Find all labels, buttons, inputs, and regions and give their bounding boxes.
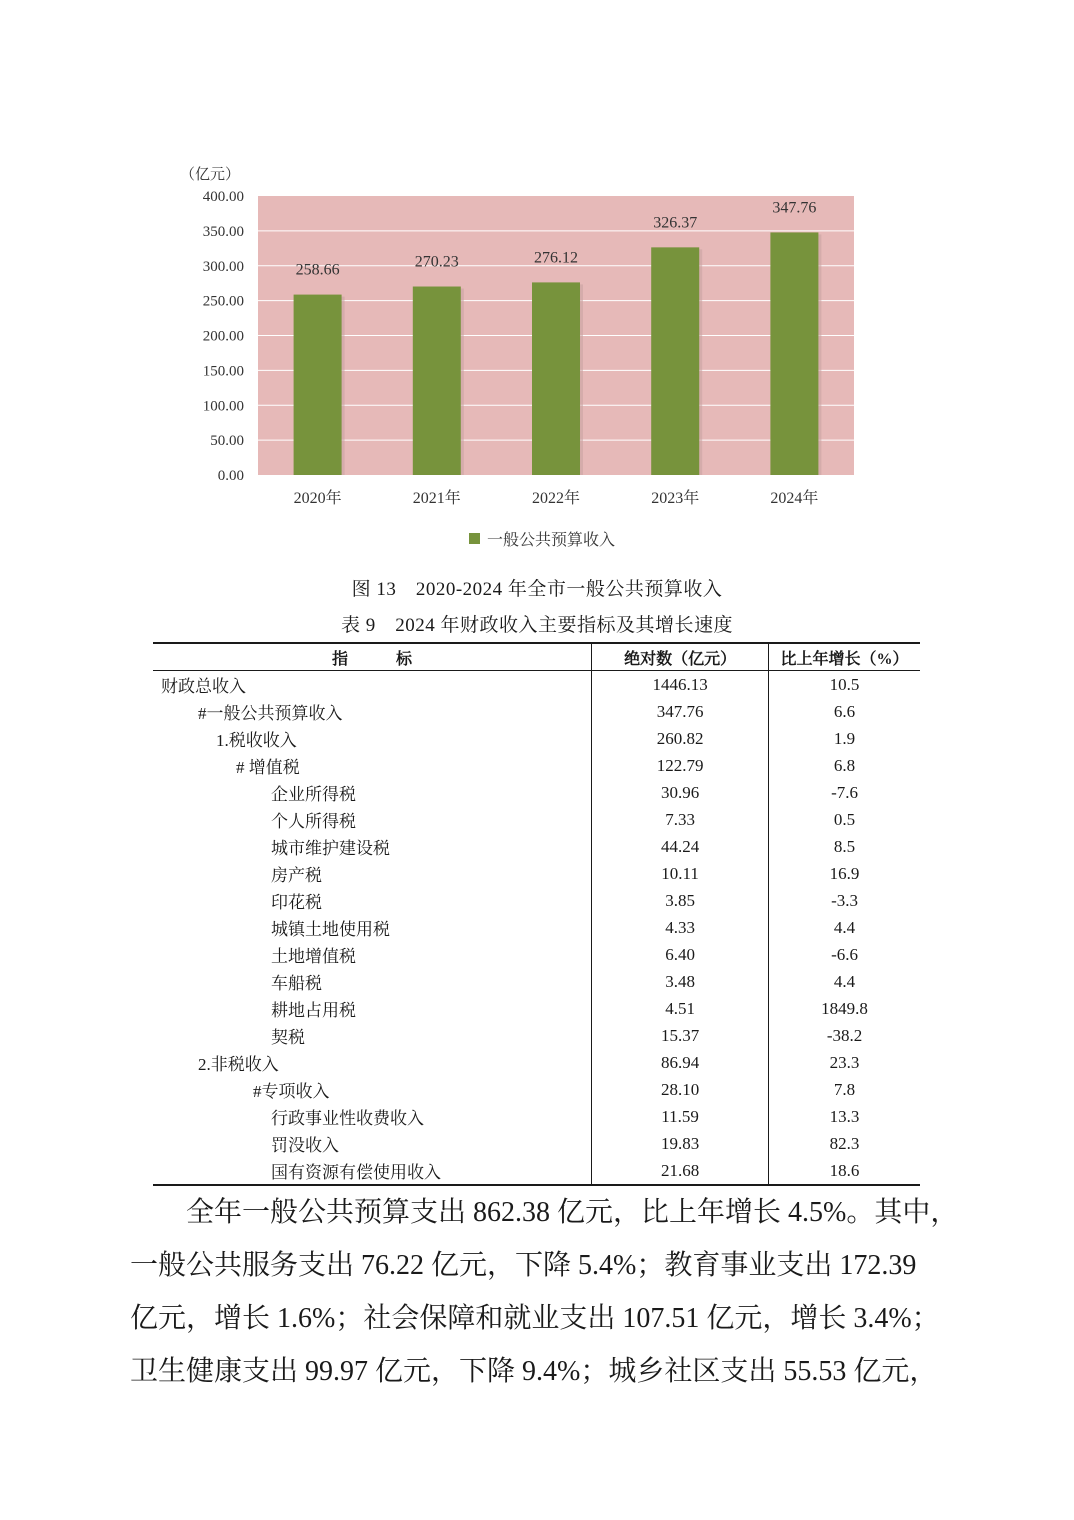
table-row <box>153 860 920 887</box>
x-tick-label: 2022年 <box>531 490 581 507</box>
row-absolute-value: 3.85 <box>592 887 769 914</box>
table-row <box>153 995 920 1022</box>
row-indicator: 行政事业性收费收入 <box>271 1109 424 1128</box>
table-row <box>153 1103 920 1130</box>
row-absolute-value: 11.59 <box>592 1103 769 1130</box>
row-indicator: 罚没收入 <box>271 1136 339 1155</box>
bar <box>651 247 699 475</box>
row-absolute-value: 122.79 <box>592 752 769 779</box>
y-tick-label: 50.00 <box>210 433 244 450</box>
body-paragraph <box>130 1186 959 1398</box>
row-indicator: 耕地占用税 <box>271 1001 356 1020</box>
paragraph-line: 亿元，增长 1.6%；社会保障和就业支出 107.51 亿元，增长 3.4%； <box>130 1303 940 1334</box>
y-tick-label: 400.00 <box>202 189 244 205</box>
row-growth: 16.9 <box>769 860 920 887</box>
row-growth: 4.4 <box>769 968 920 995</box>
row-absolute-value: 19.83 <box>592 1130 769 1157</box>
table-row <box>153 752 920 779</box>
table-row <box>153 887 920 914</box>
row-absolute-value: 28.10 <box>592 1076 769 1103</box>
row-growth: 7.8 <box>769 1076 920 1103</box>
row-absolute-value: 10.11 <box>592 860 769 887</box>
y-tick-label: 100.00 <box>202 398 244 415</box>
x-axis-ticks <box>294 488 819 507</box>
legend-label: 一般公共预算收入 <box>487 532 616 549</box>
row-indicator: #专项收入 <box>253 1082 330 1101</box>
row-growth: 0.5 <box>769 806 920 833</box>
row-growth: -6.6 <box>769 941 920 968</box>
table-row <box>153 968 920 995</box>
row-absolute-value: 6.40 <box>592 941 769 968</box>
data-label: 347.76 <box>772 199 817 217</box>
table-row <box>153 671 920 699</box>
row-indicator: 印花税 <box>271 893 322 912</box>
table-row <box>153 1130 920 1157</box>
row-growth: 82.3 <box>769 1130 920 1157</box>
bar-chart <box>0 0 1074 570</box>
row-absolute-value: 1446.13 <box>592 671 769 699</box>
revenue-table <box>153 642 920 1186</box>
row-indicator: 车船税 <box>271 974 322 993</box>
figure-caption: 图 13 2020-2024 年全市一般公共预算收入 <box>351 579 723 600</box>
paragraph-line: 全年一般公共预算支出 862.38 亿元，比上年增长 4.5%。其中， <box>186 1197 959 1228</box>
table-row <box>153 806 920 833</box>
row-growth: -7.6 <box>769 779 920 806</box>
table-row <box>153 779 920 806</box>
row-growth: 13.3 <box>769 1103 920 1130</box>
row-growth: 10.5 <box>769 671 920 699</box>
row-growth: 8.5 <box>769 833 920 860</box>
row-absolute-value: 15.37 <box>592 1022 769 1049</box>
header-absolute-value: 绝对数（亿元） <box>592 643 769 671</box>
row-growth: 4.4 <box>769 914 920 941</box>
y-axis-unit-label: （亿元） <box>180 167 241 183</box>
table-row <box>153 1076 920 1103</box>
data-label: 258.66 <box>295 261 340 279</box>
table-row <box>153 725 920 752</box>
row-indicator: # 增值税 <box>236 758 300 777</box>
row-absolute-value: 260.82 <box>592 725 769 752</box>
row-indicator: #一般公共预算收入 <box>198 704 343 723</box>
y-tick-label: 350.00 <box>202 223 244 240</box>
row-growth: -38.2 <box>769 1022 920 1049</box>
table-row <box>153 698 920 725</box>
y-axis-ticks <box>203 189 244 484</box>
row-indicator: 城市维护建设税 <box>271 839 390 858</box>
row-indicator: 2.非税收入 <box>198 1055 279 1074</box>
row-growth: -3.3 <box>769 887 920 914</box>
row-absolute-value: 30.96 <box>592 779 769 806</box>
row-absolute-value: 86.94 <box>592 1049 769 1076</box>
row-growth: 23.3 <box>769 1049 920 1076</box>
row-growth: 6.6 <box>769 698 920 725</box>
bar <box>294 295 342 475</box>
y-tick-label: 200.00 <box>202 328 244 345</box>
legend <box>469 531 615 549</box>
row-indicator: 个人所得税 <box>271 812 356 831</box>
x-tick-label: 2021年 <box>412 490 461 507</box>
row-absolute-value: 7.33 <box>592 806 769 833</box>
row-indicator: 城镇土地使用税 <box>271 920 390 939</box>
row-growth: 1.9 <box>769 725 920 752</box>
row-growth: 18.6 <box>769 1157 920 1185</box>
row-absolute-value: 4.51 <box>592 995 769 1022</box>
table-caption: 表 9 2024 年财政收入主要指标及其增长速度 <box>340 615 733 636</box>
x-tick-label: 2024年 <box>770 490 819 507</box>
table-header-row <box>153 643 920 671</box>
row-absolute-value: 347.76 <box>592 698 769 725</box>
row-indicator: 1.税收收入 <box>216 731 297 750</box>
data-label: 276.12 <box>534 249 578 267</box>
row-growth: 1849.8 <box>769 995 920 1022</box>
row-absolute-value: 4.33 <box>592 914 769 941</box>
row-absolute-value: 3.48 <box>592 968 769 995</box>
row-indicator: 财政总收入 <box>161 677 246 696</box>
data-label: 326.37 <box>653 214 698 232</box>
header-growth: 比上年增长（%） <box>769 643 920 671</box>
y-tick-label: 300.00 <box>202 258 244 275</box>
x-tick-label: 2020年 <box>293 490 342 507</box>
bar <box>413 287 461 475</box>
y-tick-label: 250.00 <box>202 293 244 310</box>
x-tick-label: 2023年 <box>651 490 700 507</box>
y-tick-label: 0.00 <box>217 468 244 484</box>
row-indicator: 国有资源有偿使用收入 <box>153 1157 592 1185</box>
bar <box>770 232 818 475</box>
table-row <box>153 914 920 941</box>
row-indicator: 契税 <box>271 1028 305 1047</box>
data-label: 270.23 <box>414 253 459 271</box>
table-row <box>153 1049 920 1076</box>
row-growth: 6.8 <box>769 752 920 779</box>
row-absolute-value: 44.24 <box>592 833 769 860</box>
table-row <box>153 1157 920 1185</box>
y-tick-label: 150.00 <box>202 363 244 380</box>
table-row <box>153 833 920 860</box>
row-indicator: 房产税 <box>271 866 322 885</box>
row-indicator: 企业所得税 <box>271 785 356 804</box>
table-row <box>153 941 920 968</box>
table-row <box>153 1022 920 1049</box>
legend-swatch <box>469 533 480 544</box>
bar <box>532 282 580 475</box>
paragraph-line: 一般公共服务支出 76.22 亿元，下降 5.4%；教育事业支出 172.39 <box>130 1250 917 1281</box>
header-indicator: 指 标 <box>153 643 592 671</box>
row-indicator: 土地增值税 <box>271 947 356 966</box>
row-absolute-value: 21.68 <box>592 1157 769 1185</box>
paragraph-line: 卫生健康支出 99.97 亿元，下降 9.4%；城乡社区支出 55.53 亿元， <box>130 1356 938 1387</box>
